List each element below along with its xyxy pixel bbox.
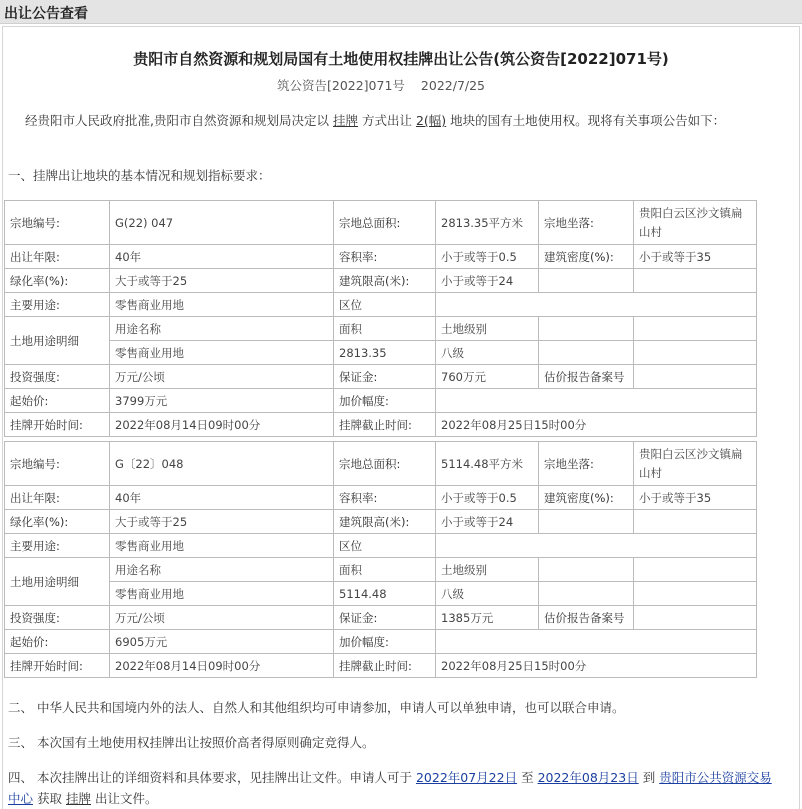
section-3: 三、 本次国有土地使用权挂牌出让按照价高者得原则确定竞得人。 (8, 735, 375, 750)
deposit: 1385万元 (436, 606, 539, 630)
density: 小于或等于35 (634, 486, 757, 510)
deposit: 760万元 (436, 365, 539, 389)
section-4: 四、 本次挂牌出让的详细资料和具体要求，见挂牌出让文件。申请人可于 2022年07月22日 至 2022年08月23日 到 贵阳市公共资源交易中心 获取 挂牌 出让文件。 (8, 770, 772, 806)
parcel-table-1: 宗地编号: G(22) 047 宗地总面积: 2813.35平方米 宗地坐落: 贵阳白云区沙文镇扁山村 出让年限: 40年 容积率: 小于或等于0.5 建筑密度(%): 小于或等于35 绿化率(%): 大于或等于25 建筑限高(米): 小于或等于24 主要用途: 零售商业用地 区位 土地用途明细 用途名称 面积 土地级别 零售商业用地 2813.35 八级 投资强度: 万元/公顷 保证金: 760万元 估价报告备案号 起始价: 3799万元 加价幅度: 挂牌开始时间: 2022年08月14日09时00分 挂牌截止时间: 2022年08月25日15时00分 (4, 200, 757, 437)
price-increment (436, 389, 757, 413)
start-price: 3799万元 (110, 389, 334, 413)
green-rate: 大于或等于25 (110, 510, 334, 534)
parcel-no: G(22) 047 (110, 201, 334, 245)
intro-paragraph: 经贵阳市人民政府批准,贵阳市自然资源和规划局决定以 挂牌 方式出让 2(幅) 地块的国有土地使用权。现将有关事项公告如下： (25, 113, 726, 128)
use-name: 零售商业用地 (110, 341, 334, 365)
notice-title: 贵阳市自然资源和规划局国有土地使用权挂牌出让公告(筑公资告[2022]071号) (133, 50, 669, 68)
doc-number: 筑公资告[2022]071号 (276, 78, 405, 93)
section-2: 二、 中华人民共和国境内外的法人、自然人和其他组织均可申请参加，申请人可以单独申请，也可以联合申请。 (8, 700, 625, 715)
parcel-no: G〔22〕048 (110, 442, 334, 486)
term: 40年 (110, 245, 334, 269)
far: 小于或等于0.5 (436, 245, 539, 269)
invest-intensity: 万元/公顷 (110, 606, 334, 630)
height-limit: 小于或等于24 (436, 269, 539, 293)
notice-date: 2022/7/25 (420, 78, 486, 93)
invest-intensity: 万元/公顷 (110, 365, 334, 389)
land-grade: 八级 (436, 341, 539, 365)
total-area: 2813.35平方米 (436, 201, 539, 245)
listing-end: 2022年08月25日15时00分 (436, 413, 757, 437)
appraisal-no (634, 606, 757, 630)
listing-start: 2022年08月14日09时00分 (110, 413, 334, 437)
page-title: 出让公告查看 (4, 6, 88, 22)
total-area: 5114.48平方米 (436, 442, 539, 486)
apply-end-date-link[interactable]: 2022年08月23日 (537, 770, 639, 785)
green-rate: 大于或等于25 (110, 269, 334, 293)
zone (436, 534, 757, 558)
appraisal-no (634, 365, 757, 389)
notice-meta (0, 76, 762, 94)
parcel-table-2: 宗地编号: G〔22〕048 宗地总面积: 5114.48平方米 宗地坐落: 贵阳白云区沙文镇扁山村 出让年限: 40年 容积率: 小于或等于0.5 建筑密度(%): 小于或等于35 绿化率(%): 大于或等于25 建筑限高(米): 小于或等于24 主要用途: 零售商业用地 区位 土地用途明细 用途名称 面积 土地级别 零售商业用地 5114.48 八级 投资强度: 万元/公顷 保证金: 1385万元 估价报告备案号 起始价: 6905万元 加价幅度: 挂牌开始时间: 2022年08月14日09时00分 挂牌截止时间: 2022年08月25日15时00分 (4, 441, 757, 678)
far: 小于或等于0.5 (436, 486, 539, 510)
parcel-count: 2(幅) (415, 113, 447, 128)
density: 小于或等于35 (634, 245, 757, 269)
term: 40年 (110, 486, 334, 510)
start-price: 6905万元 (110, 630, 334, 654)
price-increment (436, 630, 757, 654)
apply-start-date-link[interactable]: 2022年07月22日 (415, 770, 518, 785)
venue-link[interactable]: 贵阳市公共资源交易中心 (8, 770, 772, 806)
use-area: 2813.35 (334, 341, 436, 365)
use-area: 5114.48 (334, 582, 436, 606)
section-1-heading: 一、挂牌出让地块的基本情况和规划指标要求： (8, 168, 271, 183)
use-name: 零售商业用地 (110, 582, 334, 606)
location: 贵阳白云区沙文镇扁山村 (634, 201, 757, 245)
main-use: 零售商业用地 (110, 534, 334, 558)
listing-end: 2022年08月25日15时00分 (436, 654, 757, 678)
main-use: 零售商业用地 (110, 293, 334, 317)
location: 贵阳白云区沙文镇扁山村 (634, 442, 757, 486)
listing-start: 2022年08月14日09时00分 (110, 654, 334, 678)
page-header-bar (0, 0, 802, 24)
land-grade: 八级 (436, 582, 539, 606)
transfer-method: 挂牌 (332, 113, 358, 128)
zone (436, 293, 757, 317)
height-limit: 小于或等于24 (436, 510, 539, 534)
